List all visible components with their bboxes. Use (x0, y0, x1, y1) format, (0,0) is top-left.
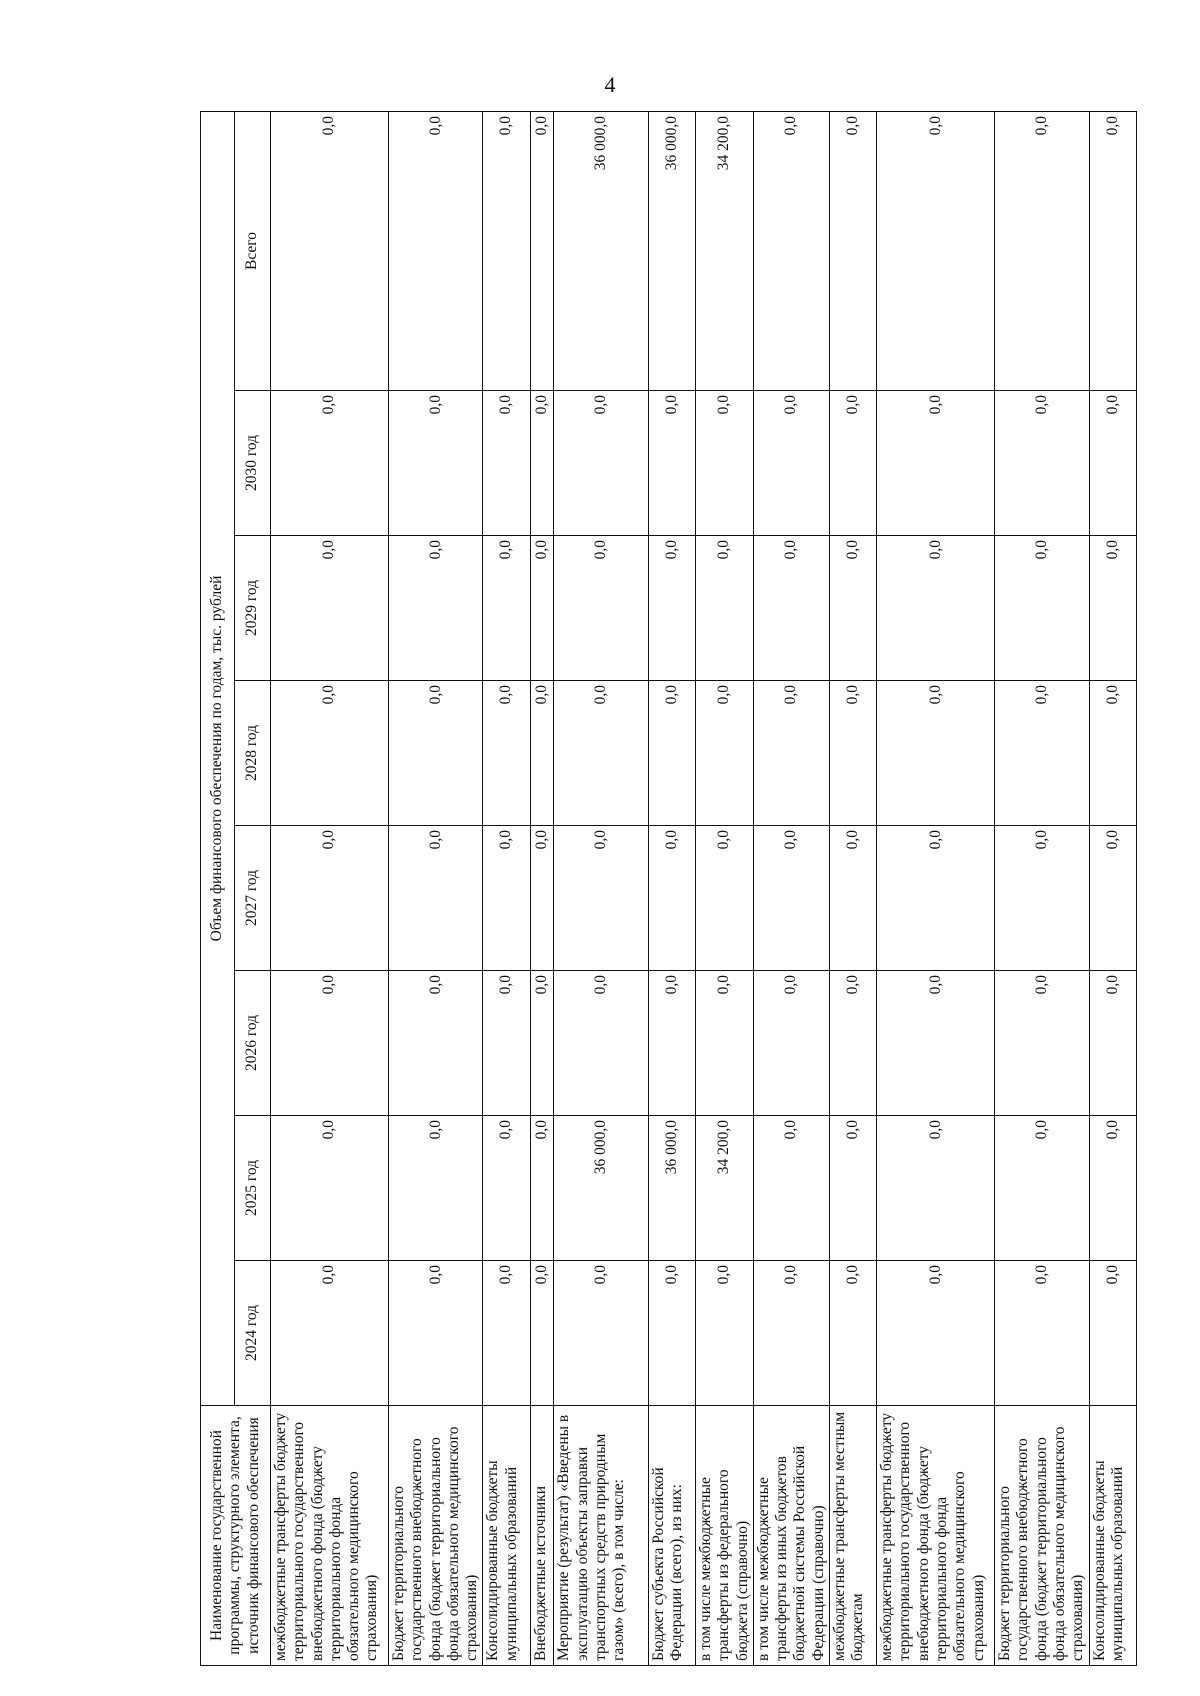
row-total-value: 0,0 (483, 112, 530, 391)
row-source-name: Мероприятие (результат) «Введены в эксплуатацию объекты заправки транспортных средств природным газом» (всего), в том числе: (554, 1406, 648, 1666)
header-year-2027: 2027 год (235, 826, 271, 971)
row-year-value: 0,0 (1089, 971, 1136, 1116)
row-year-value: 0,0 (1089, 536, 1136, 681)
row-year-value: 0,0 (389, 1261, 483, 1406)
row-year-value: 34 200,0 (695, 1116, 753, 1261)
row-total-value: 0,0 (1089, 112, 1136, 391)
row-year-value: 0,0 (753, 391, 829, 536)
table-row (695, 112, 753, 1666)
row-source-name: Бюджет субъекта Российской Федерации (всего), из них: (648, 1406, 695, 1666)
header-name-column: Наименование государственной программы, структурного элемента, источник финансового обеспечения (201, 1406, 271, 1666)
header-year-2024: 2024 год (235, 1261, 271, 1406)
row-year-value: 0,0 (995, 391, 1089, 536)
row-year-value: 0,0 (829, 1261, 876, 1406)
row-year-value: 0,0 (877, 536, 995, 681)
row-year-value: 0,0 (829, 1116, 876, 1261)
table-row (877, 112, 995, 1666)
row-year-value: 0,0 (829, 681, 876, 826)
row-year-value: 0,0 (530, 1116, 554, 1261)
row-year-value: 0,0 (995, 681, 1089, 826)
row-total-value: 0,0 (271, 112, 389, 391)
row-year-value: 0,0 (695, 536, 753, 681)
row-year-value: 0,0 (753, 1116, 829, 1261)
row-year-value: 36 000,0 (648, 1116, 695, 1261)
row-total-value: 0,0 (530, 112, 554, 391)
row-year-value: 0,0 (483, 1261, 530, 1406)
row-total-value: 0,0 (877, 112, 995, 391)
row-year-value: 0,0 (389, 681, 483, 826)
row-year-value: 0,0 (695, 391, 753, 536)
row-year-value: 36 000,0 (554, 1116, 648, 1261)
row-source-name: в том числе межбюджетные трансферты из федерального бюджета (справочно) (695, 1406, 753, 1666)
table-header-row (201, 112, 235, 1666)
row-year-value: 0,0 (877, 826, 995, 971)
header-year-2029: 2029 год (235, 536, 271, 681)
row-total-value: 36 000,0 (554, 112, 648, 391)
header-total: Всего (235, 112, 271, 391)
row-year-value: 0,0 (877, 1261, 995, 1406)
header-year-2025: 2025 год (235, 1116, 271, 1261)
row-year-value: 0,0 (483, 826, 530, 971)
row-year-value: 0,0 (271, 391, 389, 536)
row-year-value: 0,0 (648, 826, 695, 971)
row-year-value: 0,0 (648, 391, 695, 536)
table-row (995, 112, 1089, 1666)
row-year-value: 0,0 (271, 1261, 389, 1406)
table-row (554, 112, 648, 1666)
row-year-value: 0,0 (995, 1261, 1089, 1406)
row-year-value: 0,0 (648, 1261, 695, 1406)
header-year-2030: 2030 год (235, 391, 271, 536)
row-year-value: 0,0 (554, 971, 648, 1116)
table-row (753, 112, 829, 1666)
row-year-value: 0,0 (695, 1261, 753, 1406)
row-year-value: 0,0 (1089, 681, 1136, 826)
row-year-value: 0,0 (554, 826, 648, 971)
row-year-value: 0,0 (1089, 1261, 1136, 1406)
row-year-value: 0,0 (530, 391, 554, 536)
table-row (530, 112, 554, 1666)
row-year-value: 0,0 (1089, 391, 1136, 536)
rotated-page-content (200, 112, 1126, 1666)
row-year-value: 0,0 (530, 681, 554, 826)
row-year-value: 0,0 (530, 971, 554, 1116)
table-body (271, 112, 1137, 1666)
row-year-value: 0,0 (648, 536, 695, 681)
row-year-value: 0,0 (483, 536, 530, 681)
row-total-value: 34 200,0 (695, 112, 753, 391)
row-year-value: 0,0 (695, 971, 753, 1116)
row-year-value: 0,0 (554, 1261, 648, 1406)
financing-table (200, 111, 1137, 1666)
row-year-value: 0,0 (389, 536, 483, 681)
table-row (1089, 112, 1136, 1666)
row-year-value: 0,0 (483, 971, 530, 1116)
row-year-value: 0,0 (877, 391, 995, 536)
row-total-value: 0,0 (829, 112, 876, 391)
row-year-value: 0,0 (530, 826, 554, 971)
row-year-value: 0,0 (554, 681, 648, 826)
row-source-name: в том числе межбюджетные трансферты из иных бюджетов бюджетной системы Российской Федерации (справочно) (753, 1406, 829, 1666)
row-year-value: 0,0 (829, 971, 876, 1116)
row-year-value: 0,0 (995, 1116, 1089, 1261)
row-year-value: 0,0 (271, 826, 389, 971)
row-year-value: 0,0 (483, 1116, 530, 1261)
row-year-value: 0,0 (389, 391, 483, 536)
table-row (648, 112, 695, 1666)
row-year-value: 0,0 (753, 826, 829, 971)
row-total-value: 0,0 (753, 112, 829, 391)
table-row (829, 112, 876, 1666)
row-year-value: 0,0 (389, 971, 483, 1116)
row-source-name: межбюджетные трансферты бюджету территориального государственного внебюджетного фонда (бюджету территориального фонда обязательного медицинского страхования) (877, 1406, 995, 1666)
row-year-value: 0,0 (271, 971, 389, 1116)
row-source-name: межбюджетные трансферты местным бюджетам (829, 1406, 876, 1666)
row-year-value: 0,0 (829, 391, 876, 536)
row-year-value: 0,0 (753, 971, 829, 1116)
row-year-value: 0,0 (554, 536, 648, 681)
row-total-value: 0,0 (995, 112, 1089, 391)
row-year-value: 0,0 (389, 826, 483, 971)
row-year-value: 0,0 (753, 681, 829, 826)
row-year-value: 0,0 (554, 391, 648, 536)
row-source-name: Внебюджетные источники (530, 1406, 554, 1666)
row-source-name: Бюджет территориального государственного внебюджетного фонда (бюджет территориального фонда обязательного медицинского страхования) (389, 1406, 483, 1666)
table-row (271, 112, 389, 1666)
row-year-value: 0,0 (271, 536, 389, 681)
row-year-value: 0,0 (1089, 826, 1136, 971)
row-source-name: Бюджет территориального государственного внебюджетного фонда (бюджет территориального фонда обязательного медицинского страхования) (995, 1406, 1089, 1666)
header-volume-caption: Объем финансового обеспечения по годам, тыс. рублей (201, 112, 235, 1406)
row-total-value: 36 000,0 (648, 112, 695, 391)
row-year-value: 0,0 (995, 536, 1089, 681)
row-source-name: Консолидированные бюджеты муниципальных образований (1089, 1406, 1136, 1666)
table-row (389, 112, 483, 1666)
row-year-value: 0,0 (389, 1116, 483, 1261)
table-row (483, 112, 530, 1666)
row-year-value: 0,0 (1089, 1116, 1136, 1261)
page-number: 4 (604, 72, 616, 97)
row-year-value: 0,0 (530, 1261, 554, 1406)
row-year-value: 0,0 (995, 971, 1089, 1116)
row-source-name: межбюджетные трансферты бюджету территориального государственного внебюджетного фонда (бюджету территориального фонда обязательного медицинского страхования) (271, 1406, 389, 1666)
row-year-value: 0,0 (829, 826, 876, 971)
row-year-value: 0,0 (877, 681, 995, 826)
row-year-value: 0,0 (753, 536, 829, 681)
row-year-value: 0,0 (695, 826, 753, 971)
row-year-value: 0,0 (648, 971, 695, 1116)
row-year-value: 0,0 (877, 971, 995, 1116)
header-year-2028: 2028 год (235, 681, 271, 826)
header-year-2026: 2026 год (235, 971, 271, 1116)
row-year-value: 0,0 (483, 681, 530, 826)
row-year-value: 0,0 (829, 536, 876, 681)
row-year-value: 0,0 (271, 681, 389, 826)
row-year-value: 0,0 (271, 1116, 389, 1261)
row-year-value: 0,0 (995, 826, 1089, 971)
row-year-value: 0,0 (530, 536, 554, 681)
row-total-value: 0,0 (389, 112, 483, 391)
row-year-value: 0,0 (695, 681, 753, 826)
row-year-value: 0,0 (648, 681, 695, 826)
row-year-value: 0,0 (753, 1261, 829, 1406)
row-year-value: 0,0 (483, 391, 530, 536)
row-source-name: Консолидированные бюджеты муниципальных образований (483, 1406, 530, 1666)
row-year-value: 0,0 (877, 1116, 995, 1261)
